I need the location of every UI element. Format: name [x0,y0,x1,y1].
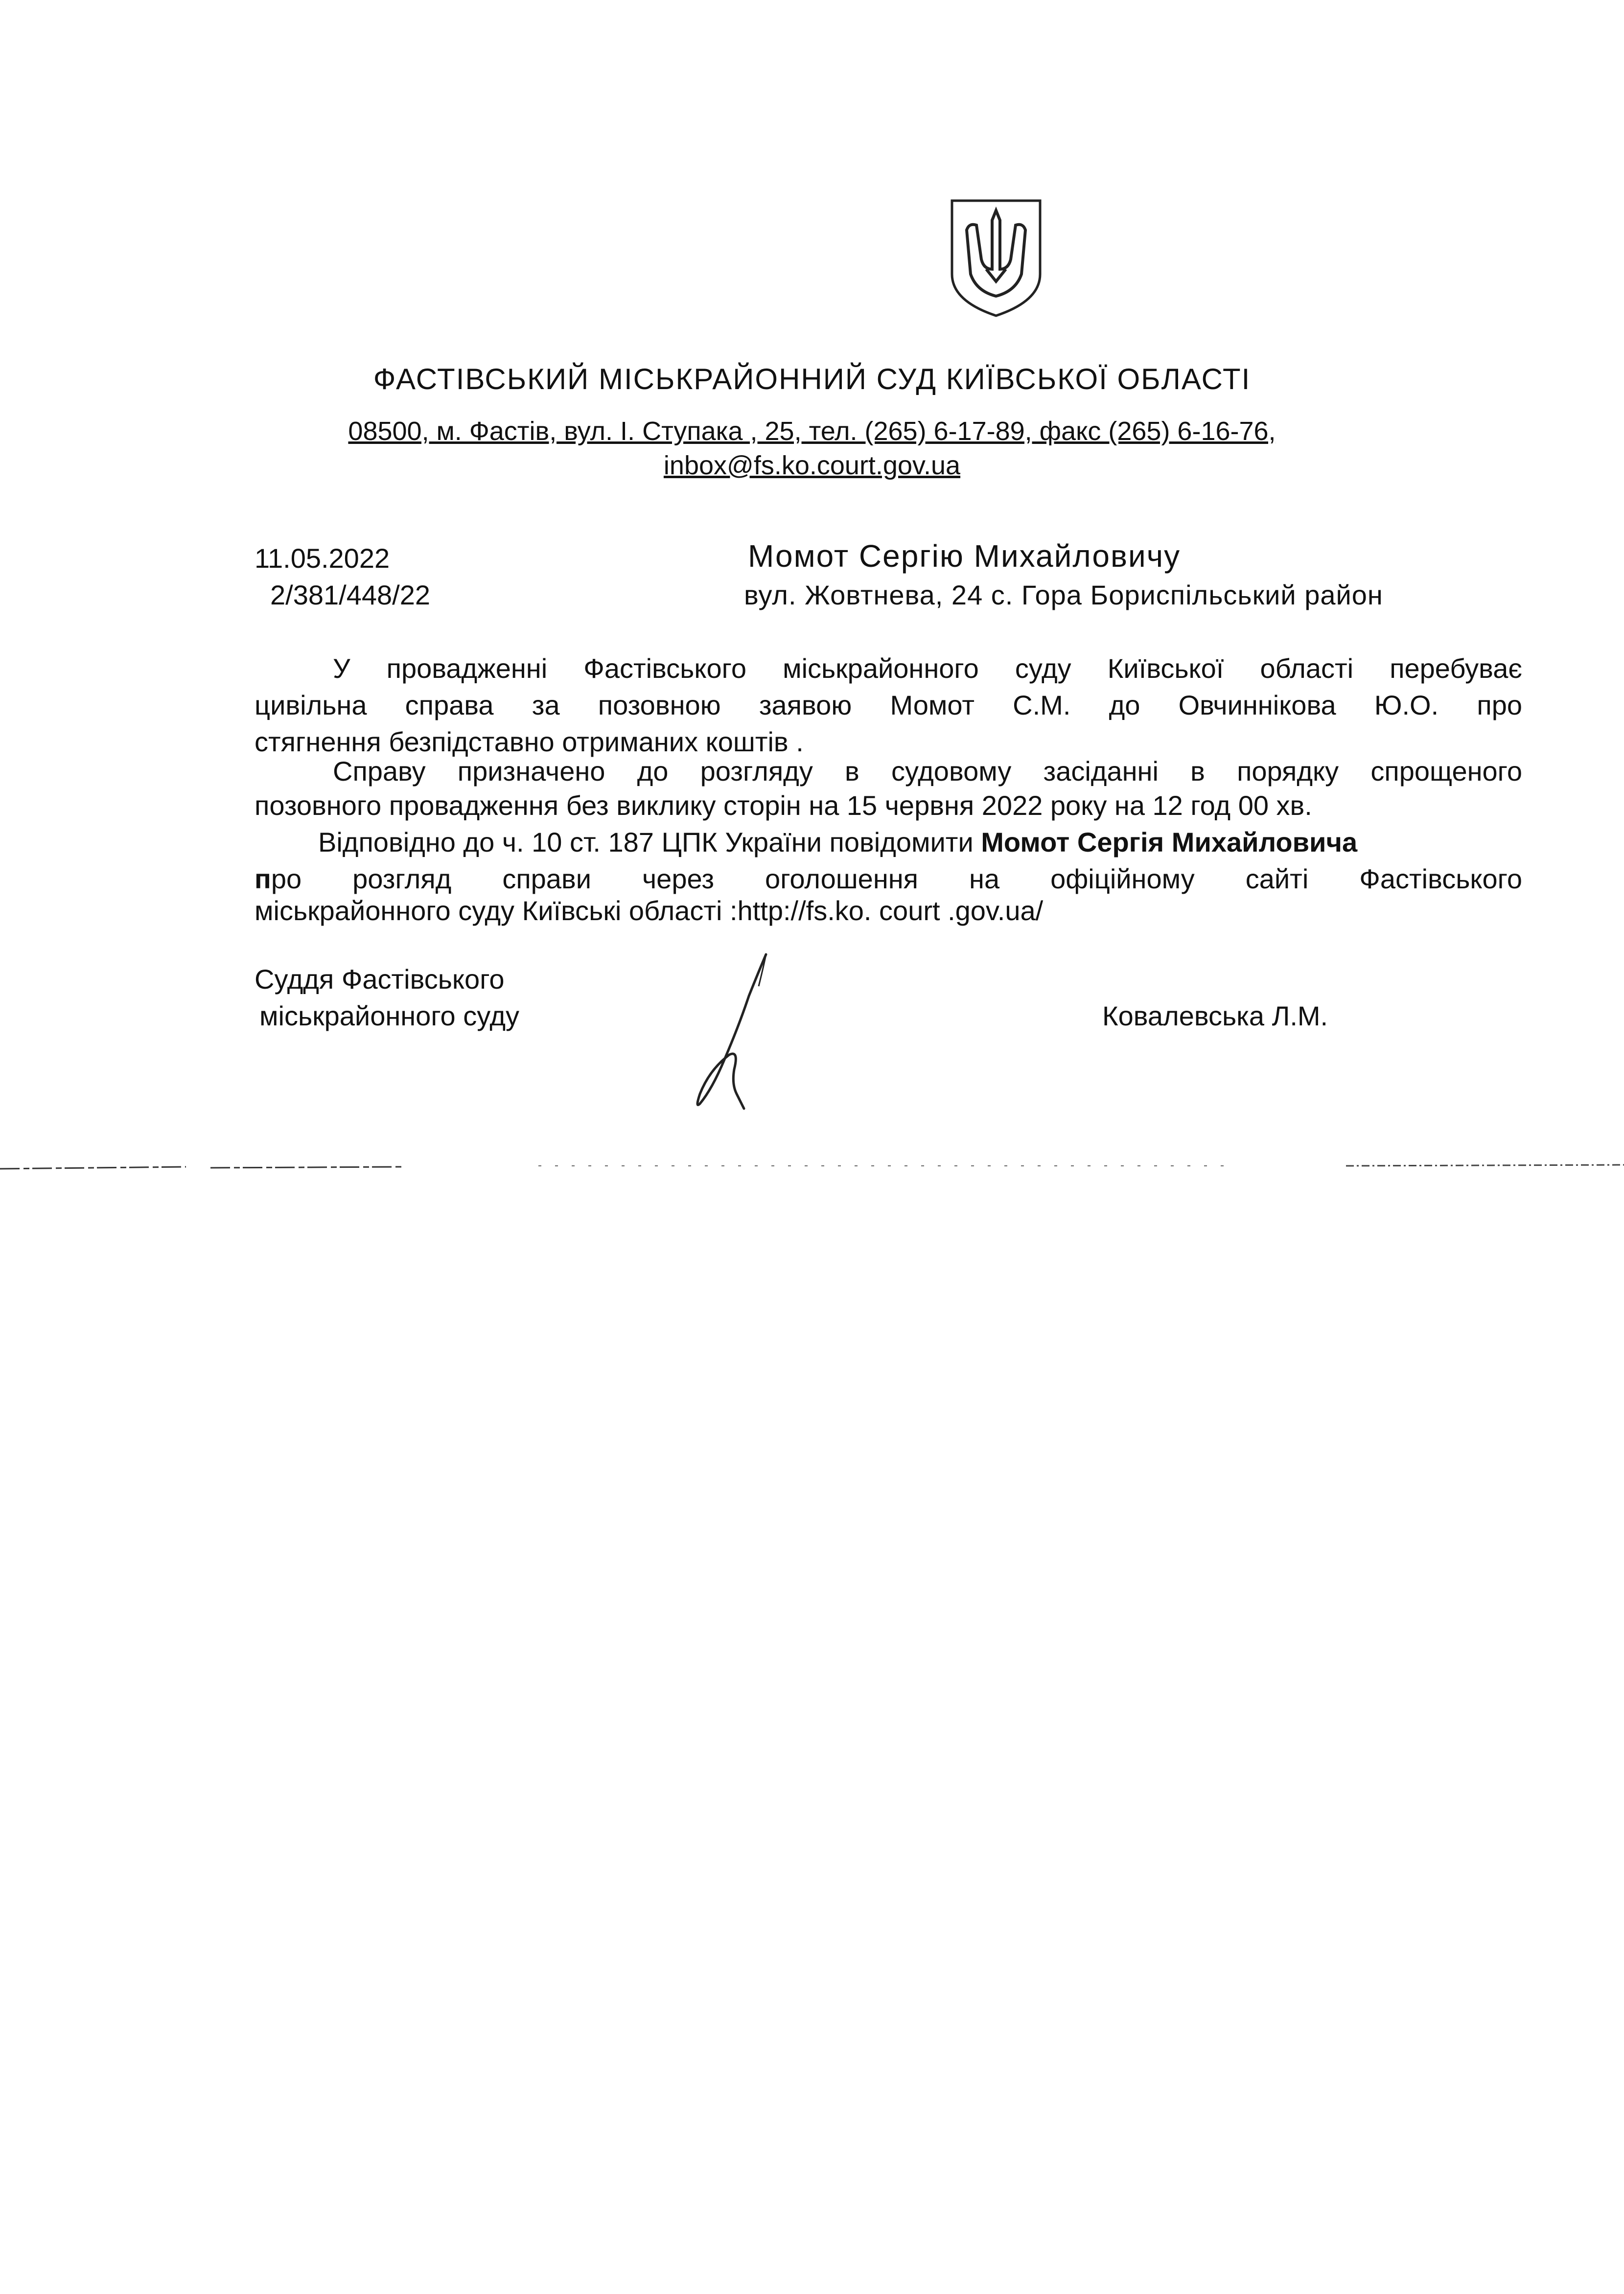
notice-text: Відповідно до ч. 10 ст. 187 ЦПК України повідомити [318,827,981,857]
judge-title-line-1: Суддя Фастівського [255,964,505,995]
judge-title-line-2: міськрайонного суду [259,1000,520,1031]
document-date: 11.05.2022 [255,543,390,574]
recipient-name: Момот Сергію Михайловичу [748,538,1181,574]
body-paragraph-2-line-1: Справу призначено до розгляду в судовому засіданні в порядку спрощеного [333,756,1522,787]
recipient-address: вул. Жовтнева, 24 с. Гора Бориспільський район [744,579,1383,610]
recipient-name-bold: Момот Сергія Михайловича [981,827,1358,857]
handwritten-signature [666,947,793,1123]
body-paragraph-3-line-1 [318,825,1522,860]
body-paragraph-3-line-2 [255,861,1522,897]
court-email: inbox@fs.ko.court.gov.ua [663,451,961,480]
body-paragraph-1-line-2: цивільна справа за позовною заявою Момот С.М. до Овчиннікова Ю.О. про [255,690,1522,720]
body-paragraph-1-line-1: У провадженні Фастівського міськрайонного суду Київської області перебуває [333,653,1522,684]
scan-divider-line [0,1160,1624,1175]
body-paragraph-1-line-3: стягнення безпідставно отриманих коштів . [255,726,804,757]
document-number: 2/381/448/22 [270,579,430,610]
body-paragraph-2-line-2: позовного провадження без виклику сторін на 15 червня 2022 року на 12 год 00 хв. [255,790,1312,821]
court-name-heading: ФАСТІВСЬКИЙ МІСЬКРАЙОННИЙ СУД КИЇВСЬКОЇ ОБЛАСТІ [373,363,1251,395]
coat-of-arms-icon [947,196,1045,318]
bold-letter: п [255,863,271,894]
body-paragraph-3-line-3: міськрайонного суду Київські області :http://fs.ko. court .gov.ua/ [255,895,1044,926]
judge-name: Ковалевська Л.М. [1102,1000,1328,1031]
notice-text: ро розгляд справи через оголошення на офіційному сайті Фастівського [271,863,1522,894]
court-address: 08500, м. Фастів, вул. І. Ступака , 25, тел. (265) 6-17-89, факс (265) 6-16-76, [348,417,1276,446]
